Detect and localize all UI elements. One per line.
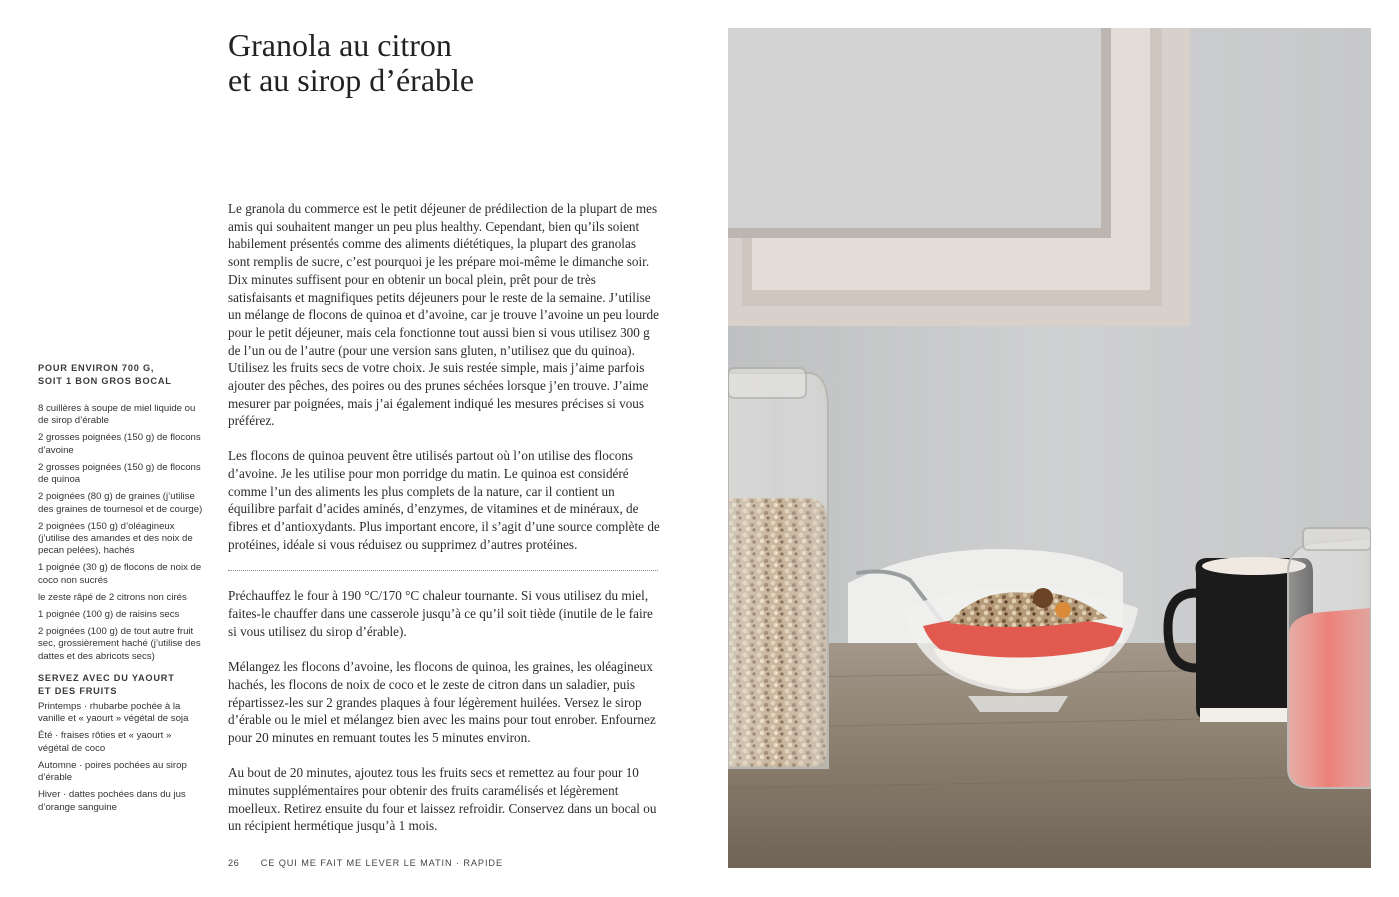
recipe-title-line-1: Granola au citron xyxy=(228,27,452,63)
intro-paragraph: Les flocons de quinoa peuvent être utilisés partout où l’on utilise des flocons d’avoine. Je les utilise pour mon porridge du matin. Le quinoa est considéré comme l’un des aliments les plus complets de la nature, car il contient un équilibre parfait d’acides aminés, d’enzymes, de vitamines et de minéraux, de fibres et d’antioxydants. Plus important encore, il s’agit d’une source complète de protéines, idéale si vous réduisez ou supprimez d’autres protéines. xyxy=(228,448,660,552)
method-step: Préchauffez le four à 190 °C/170 °C chaleur tournante. Si vous utilisez du miel, faites-le chauffer dans une casserole jusqu’à ce qu’il soit tiède (inutile de le faire si vous utilisez du sirop d’érable). xyxy=(228,588,653,639)
ingredient-item: 2 grosses poignées (150 g) de flocons de quinoa xyxy=(38,461,201,486)
mirror xyxy=(728,28,1190,326)
dotted-divider xyxy=(228,570,658,571)
serving-list xyxy=(38,701,203,814)
ingredient-item: 2 poignées (150 g) d’oléagineux (j’utilise des amandes et des noix de pecan pelées), hachés xyxy=(38,520,193,557)
yield-heading xyxy=(38,362,203,388)
ingredients-sidebar xyxy=(38,362,203,819)
ingredient-item: 1 poignée (100 g) de raisins secs xyxy=(38,608,180,620)
yield-heading-line-1: POUR ENVIRON 700 G, xyxy=(38,363,155,373)
ingredient-item: 1 poignée (30 g) de flocons de noix de coco non sucrés xyxy=(38,562,202,586)
method-step: Mélangez les flocons d’avoine, les flocons de quinoa, les graines, les oléagineux hachés, les flocons de noix de coco et le zeste de citron dans un saladier, puis répartissez-les sur 2 grandes plaques à four légèrement huilées. Versez le sirop d’érable ou le miel et mélangez bien avec les mains pour tout enrober. Enfournez pour 20 minutes en remuant toutes les 5 minutes environ. xyxy=(228,659,656,745)
ingredient-item: 8 cuillères à soupe de miel liquide ou de sirop d’érable xyxy=(38,403,196,427)
ingredient-item: le zeste râpé de 2 citrons non cirés xyxy=(38,591,187,603)
page-footer xyxy=(228,858,503,868)
recipe-body xyxy=(228,200,660,835)
serving-item: Hiver · dattes pochées dans du jus d’orange sanguine xyxy=(38,789,186,813)
serving-heading xyxy=(38,672,203,698)
ingredient-item: 2 poignées (100 g) de tout autre fruit sec, grossièrement haché (j’utilise des dattes et des abricots secs) xyxy=(38,625,201,662)
recipe-title-line-2: et au sirop d’érable xyxy=(228,62,475,98)
page-number: 26 xyxy=(228,858,240,868)
intro-paragraph: Le granola du commerce est le petit déjeuner de prédilection de la plupart de mes amis qui souhaitent manger un peu plus healthy. Cependant, bien qu’ils soient habilement présentés comme des aliments diététiques, la plupart des granolas sont remplis de sucre, c’est pourquoi je les prépare moi-même le dimanche soir. Dix minutes suffisent pour en obtenir un bocal plein, prêt pour de très satisfaisants et magnifiques petits déjeuners pour le reste de la semaine. J’utilise un mélange de flocons de quinoa et d’avoine, car je trouve l’avoine un peu lourde pour le petit déjeuner, mais cela fonctionne tout aussi bien si vous utilisez 300 g de l’un ou de l’autre (pour une version sans gluten, n’utilisez que du quinoa). Utilisez les fruits secs de votre choix. Je suis restée simple, mais j’aime parfois ajouter des pêches, des poires ou des prunes séchées lorsque j’en trouve. J’aime mesurer par poignées, mais j’ai également indiqué les mesures précises si vous préférez. xyxy=(228,201,660,429)
granola-jar xyxy=(728,368,828,768)
running-title: CE QUI ME FAIT ME LEVER LE MATIN · RAPIDE xyxy=(260,858,503,868)
ingredient-list xyxy=(38,403,203,663)
serving-item: Printemps · rhubarbe pochée à la vanille et « yaourt » végétal de soja xyxy=(38,701,189,725)
yield-heading-line-2: SOIT 1 BON GROS BOCAL xyxy=(38,376,172,386)
serving-heading-line-2: ET DES FRUITS xyxy=(38,686,118,697)
method-step: Au bout de 20 minutes, ajoutez tous les fruits secs et remettez au four pour 10 minutes supplémentaires pour obtenir des fruits caramélisés et légèrement moelleux. Retirez ensuite du four et laissez refroidir. Conservez dans un bocal ou un récipient hermétique jusqu’à 1 mois. xyxy=(228,765,657,834)
ingredient-item: 2 poignées (80 g) de graines (j’utilise des graines de tournesol et de courge) xyxy=(38,491,203,515)
compote-jar xyxy=(1288,528,1371,788)
serving-item: Automne · poires pochées au sirop d’érable xyxy=(38,759,187,784)
serving-item: Été · fraises rôties et « yaourt » végétal de coco xyxy=(38,730,172,754)
granola-photo xyxy=(728,28,1371,868)
recipe-title xyxy=(228,28,698,98)
ingredient-item: 2 grosses poignées (150 g) de flocons d’avoine xyxy=(38,432,201,456)
serving-heading-line-1: SERVEZ AVEC DU YAOURT xyxy=(38,673,175,684)
